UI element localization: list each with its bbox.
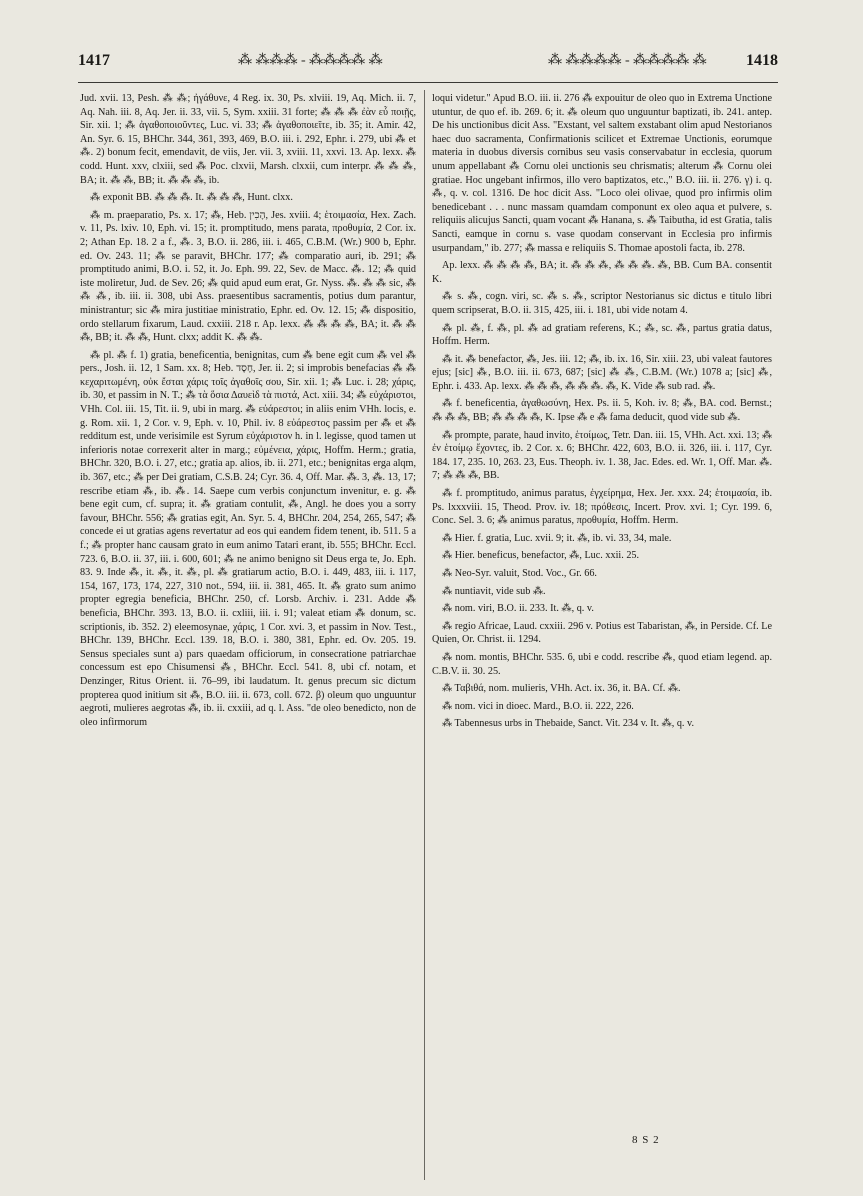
signature-mark: 8 S 2 bbox=[632, 1134, 660, 1146]
page-number-left: 1417 bbox=[78, 52, 110, 69]
dictionary-entry: loqui videtur." Apud B.O. iii. ii. 276 ⁂ expouitur de oleo quo in Extrema Unctione utuntur, de quo ef. ib. 269. 6; it. ⁂ oleum quo unguuntur baptizati, ib. 241. antep. De his unctionibus dicit Ass. "Exstant, vel saltem exstabant olim apud Nestorianos haec duo sacramenta, Confirmationis scilicet et Extremae Unctionis, eorumque materia in duobus diversis cornibus seu vasis conservabatur in ecclesia, quorum unum appellabant ⁂ Cornu olei unctionis seu chrismatis; alterum ⁂ Cornu olei gratiae. Hoc ungebant infirmos, illo vero baptizatos, etc.," B.O. iii. ii. 276. γ) i. q. ⁂, q. v. col. 1316. De hoc dicit Ass. "Loco olei olivae, quod pro infirmis olim benedicebant . . . nunc massam quamdam componunt ex oleo aqua et pulvere, s. reliquiis alicujus Sancti, quam vocant ⁂ Hanana, s. ⁂ Taibutha, id est Gratia, talis Sancti, eamque in cornu s. vase quodam conservant in Ecclesia pro infirmis usurpandam," ib. 277; ⁂ massa e reliquiis S. Thomae apostoli facta, ib. 278. bbox=[432, 93, 772, 254]
header-rule bbox=[78, 82, 778, 83]
dictionary-entry: ⁂ pl. ⁂, f. ⁂, pl. ⁂ ad gratiam referens, K.; ⁂, sc. ⁂, partus gratia datus, Hoffm. Herm. bbox=[432, 322, 772, 348]
dictionary-entry: ⁂ f. beneficentia, ἀγαθωσύνη, Hex. Ps. ii. 5, Koh. iv. 8; ⁂, BA. cod. Bernst.; ⁂ ⁂ ⁂, BB; ⁂ ⁂ ⁂ ⁂, K. Ipse ⁂ e ⁂ fama deducit, quod vide sub ⁂. bbox=[432, 398, 772, 424]
left-column bbox=[80, 92, 416, 1180]
dictionary-entry: ⁂ Hier. beneficus, benefactor, ⁂, Luc. xxii. 25. bbox=[442, 550, 640, 562]
running-head-left: ⁂ ⁂⁂⁂ - ⁂⁂⁂⁂ ⁂ bbox=[238, 53, 383, 68]
column-divider bbox=[424, 90, 425, 1180]
dictionary-entry: ⁂ exponit BB. ⁂ ⁂ ⁂. It. ⁂ ⁂ ⁂, Hunt. clxx. bbox=[90, 192, 293, 204]
page-header bbox=[78, 52, 778, 76]
page-number-right: 1418 bbox=[746, 52, 778, 69]
dictionary-entry: Jud. xvii. 13, Pesh. ⁂ ⁂; ἠγάθυνε, 4 Reg. ix. 30, Ps. xlviii. 19, Aq. Mich. ii. 7, Aq. Nah. iii. 8, Aq. Jer. ii. 33, vii. 5, Sym. xxiii. 31 forte; ⁂ ⁂ ⁂ ἐὰν εὖ ποιῇς, Sir. xii. 1; ⁂ ἀγαθοποιοῦντες, Luc. vi. 33; ⁂ ἀγαθοποιεῖτε, ib. 35; it. Amir. 42, An. Syr. 6. 15, BHChr. 344, 361, 393, 469, B.O. iii. i. 292, Ephr. i. 279, ubi ⁂ et ⁂. 2) bonum fecit, emendavit, de viis, Jer. vii. 3, xviii. 11, xxvi. 13. Ap. lexx. ⁂ codd. Hunt. xxv, clxiii, sed ⁂ Poc. clxvii, Marsh. clxxii, cum interpr. ⁂ ⁂ ⁂, BA; it. ⁂ ⁂, BB; it. ⁂ ⁂ ⁂, ib. bbox=[80, 93, 416, 186]
dictionary-entry: ⁂ nom. viri, B.O. ii. 233. It. ⁂, q. v. bbox=[442, 603, 594, 615]
dictionary-entry: ⁂ Ταβιθά, nom. mulieris, VHh. Act. ix. 36, it. BA. Cf. ⁂. bbox=[442, 683, 681, 695]
dictionary-entry: ⁂ pl. ⁂ f. 1) gratia, beneficentia, benignitas, cum ⁂ bene egit cum ⁂ vel ⁂ pers., Josh. ii. 12, 1 Sam. xx. 8; Heb. חֶסֶד, Jer. ii. 2; si improbis benefacias ⁂ ⁂ κεχαριτωμένη, οὐκ ἔσται χάρις τοῖς ἀγαθοῖς σου, Sir. xii. 1; ⁂ Luc. i. 28; χάρις, ib. 30, et passim in N. T.; ⁂ τὰ ὅσια Δαυεὶδ τὰ πιστά, Act. xiii. 34; ⁂ εὐχάριστοι, VHh. Col. iii. 15, Tit. ii. 9, ubi in marg. ⁂ εὐάρεστοι; in aliis enim VHh. locis, e. g. Rom. xii. 1, 2 Cor. v. 9, Eph. v. 10, Phil. iv. 8 εὐάρεστος passim per ⁂ et ⁂ redditum est, unde verisimile est Syrum εὐχάριστον h. in l. legisse, quod tamen ut inferioris notae correxerit alter in marg.; εὐμένεια, χάρις, Hoffm. Herm.; gratia, BHChr. 320, B.O. i. 27, etc.; gratia ap. alios, ib. ii. 271, etc.; benignitas erga alqm, ib. 367, etc.; ⁂ per Dei gratiam, C.S.B. 24; Cyr. 36. 4, Off. Mar. ⁂. 3, ⁂. 13, 17; rescribe etiam ⁂, ib. ⁂. 14. Saepe cum verbis conjunctum invenitur, e. g. ⁂ bene egit cum, cf. supra; it. ⁂ gratiam contulit, ⁂, Angl. he does you a sorry favour, BHChr. 556; ⁂ gratias egit, An. Syr. 5. 4, BHChr. 204, 254, 265, 547; ⁂ concede ei ut gratias agens revertatur ad eos qui eandem fidem tenent, ib. 511. 5 a f.; ⁂ propter hanc causam grato in eum animo Tatari erant, ib. 555; BHChr. Eccl. 723. 6, B.O. ii. 37, iii. i. 600, 601; ⁂ ne animo benigno sit Deus erga te, Jo. Eph. 83. 9. Inde ⁂, it. ⁂, it. ⁂, pl. ⁂ gratiarum actio, B.O. i. 449, 483, iii. i. 117, 154, 167, 173, 174, 227, 310 not., 594, iii. ii. 381, 465. It. ⁂ grato sum animo propter egregia beneficia, BHChr. 250, cf. Lorsb. Archiv. i. 231. Adde ⁂ beneficia, BHChr. 393. 13, B.O. ii. cxliii, iii. i. 91; valeat etiam ⁂ donum, sc. scriptionis, ib. 352. 2) eleemosynae, χάρις, 1 Cor. xvi. 3, et passim in Nov. Test., BHChr. 139, BHChr. Eccl. 139. 18, B.O. i. 380, 381, Ephr. ed. Ov. 205. 19. Sensus speciales sunt a) pars quaedam officiorum, in consecratione patriarchae concessum est epo Chisumensi ⁂, BHChr. Eccl. 541. 8, ubi cf. notam, et Denzinger, Ritus Orient. ii. 76–99, ibi laudatum. It. genus precum sic dictum propterea quod initium sit ⁂, B.O. iii. ii. 673, coll. 672. β) oleum quo unguuntur aegroti, mulieres aegrotas ⁂, ib. ii. cxxiii, ad q. l. Ass. "de oleo benedicto, non de oleo infirmorum bbox=[80, 349, 416, 728]
dictionary-entry: ⁂ f. promptitudo, animus paratus, ἐγχείρημα, Hex. Jer. xxx. 24; ἑτοιμασία, ib. Ps. lxxxviii. 15, Theod. Prov. iv. 18; πρόθεσις, Incert. Prov. xvi. 1; Cyr. 199. 6, Conc. Sel. 3. 6; ⁂ animus paratus, προθυμία, Hoffm. Herm. bbox=[432, 488, 772, 527]
dictionary-entry: ⁂ nuntiavit, vide sub ⁂. bbox=[442, 585, 546, 597]
dictionary-entry: ⁂ it. ⁂ benefactor, ⁂, Jes. iii. 12; ⁂, ib. ix. 16, Sir. xiii. 23, ubi valeat fautores ejus; [sic] ⁂, B.O. iii. ii. 673, 687; [sic] ⁂ ⁂, C.B.M. (Wr.) 1078 a; [sic] ⁂, Ephr. i. 433. Ap. lexx. ⁂ ⁂ ⁂, ⁂ ⁂ ⁂. ⁂, K. Vide ⁂ sub rad. ⁂. bbox=[432, 353, 772, 392]
dictionary-entry: ⁂ prompte, parate, haud invito, ἑτοίμως, Tetr. Dan. iii. 15, VHh. Act. xxi. 13; ⁂ ἐν ἑτοίμῳ ἔχοντες, ib. 2 Cor. x. 6; BHChr. 422, 603, B.O. ii. 326, iii. i. 117, Cyr. 184. 17, 235. 10, 263. 23, Eus. Theoph. iv. 1. 38, Jac. Edes. ed. Wr. 1, Off. Mar. ⁂. 7; ⁂ ⁂ ⁂, BB. bbox=[432, 429, 772, 482]
dictionary-entry: Ap. lexx. ⁂ ⁂ ⁂ ⁂, BA; it. ⁂ ⁂ ⁂, ⁂ ⁂ ⁂. ⁂, BB. Cum BA. consentit K. bbox=[432, 260, 772, 285]
dictionary-entry: ⁂ m. praeparatio, Ps. x. 17; ⁂, Heb. הָכִין, Jes. xviii. 4; ἑτοιμασία, Hex. Zach. v. 11, Ps. lxiv. 10, Eph. vi. 15; it. promptitudo, mens parata, προθυμία, 2 Cor. ix. 2; Athan Ep. 18. 2 a f., ⁂. 3, B.O. ii. 286, iii. i. 465, C.B.M. (Wr.) 900 b, Ephr. ed. Ov. 243. 11; ⁂ se paravit, BHChr. 177; ⁂ comparatio auri, ib. 291; ⁂ promptitudo animi, B.O. i. 52, it. Jo. Eph. 99. 22, Sev. de Macc. ⁂. 12; ⁂ quid iste moliretur, Jud. de Sev. 26; ⁂ quid apud eum erat, Gr. Nyss. ⁂. ⁂ ⁂ sic, ⁂ ⁂ ⁂, ib. iii. ii. 308, ubi Ass. praesentibus sacramentis, potius dum parantur, ministrantur; sic ⁂ mira justitiae ministratio, Ephr. ed. Ov. 12. 15; ⁂ dispositio, ordo stellarum fixarum, Laud. cxxiii. 218 r. Ap. lexx. ⁂ ⁂ ⁂ ⁂, BA; it. ⁂ ⁂ ⁂, BB; it. ⁂ ⁂, Hunt. clxx; addit K. ⁂ ⁂. bbox=[80, 209, 416, 344]
dictionary-entry: ⁂ Neo-Syr. valuit, Stod. Voc., Gr. 66. bbox=[442, 568, 597, 579]
dictionary-entry: ⁂ nom. vici in dioec. Mard., B.O. ii. 222, 226. bbox=[442, 700, 634, 712]
right-column bbox=[432, 92, 772, 1132]
dictionary-entry: ⁂ nom. montis, BHChr. 535. 6, ubi e codd. rescribe ⁂, quod etiam legend. ap. C.B.V. ii. 30. 25. bbox=[432, 651, 772, 677]
dictionary-entry: ⁂ Hier. f. gratia, Luc. xvii. 9; it. ⁂, ib. vi. 33, 34, male. bbox=[442, 532, 672, 544]
dictionary-entry: ⁂ Tabennesus urbs in Thebaide, Sanct. Vit. 234 v. It. ⁂, q. v. bbox=[442, 718, 695, 730]
dictionary-entry: ⁂ regio Africae, Laud. cxxiii. 296 v. Potius est Tabaristan, ⁂, in Perside. Cf. Le Quien, Or. Christ. ii. 1294. bbox=[432, 620, 772, 646]
running-head-right: ⁂ ⁂⁂⁂⁂ - ⁂⁂⁂⁂ ⁂ bbox=[548, 53, 707, 68]
dictionary-entry: ⁂ s. ⁂, cogn. viri, sc. ⁂ s. ⁂, scriptor Nestorianus sic dictus e titulo libri quem scripserat, B.O. ii. 315, 425, iii. i. 181, ubi vide notam 4. bbox=[432, 291, 772, 316]
